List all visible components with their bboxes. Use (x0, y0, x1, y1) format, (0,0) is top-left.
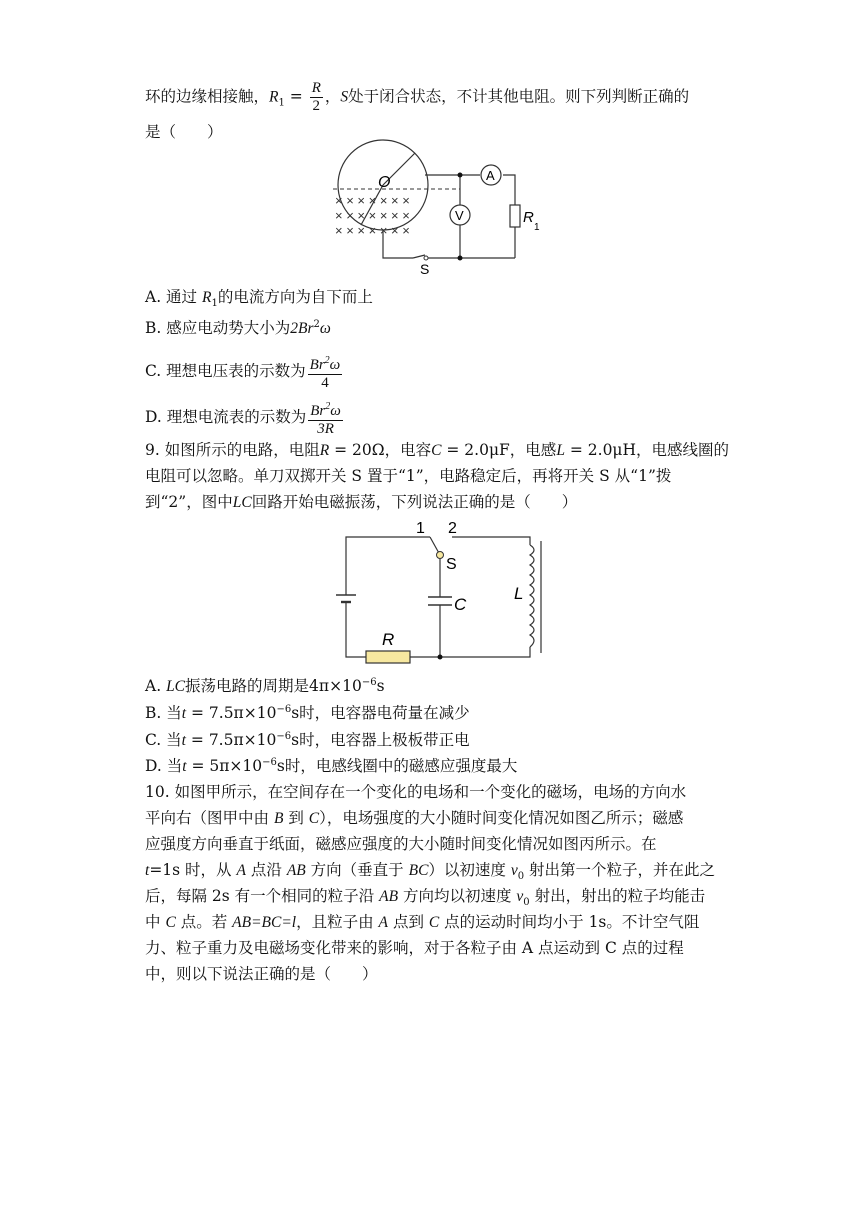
q9-stem-line3 (145, 492, 577, 513)
t-symbol: t (145, 862, 150, 879)
segment-bc: BC (408, 862, 429, 879)
value: = 2.0μF (441, 441, 510, 459)
point-c: C (428, 914, 440, 931)
unit: s (291, 704, 300, 723)
exponent: −6 (276, 731, 292, 742)
option-text: 时，电容器上极板带正电 (299, 731, 470, 750)
exponent: −6 (361, 677, 377, 688)
text: 射出第一个粒子，并在此之 (524, 861, 716, 879)
r-symbol: R (319, 442, 330, 459)
wire-left-bottom (346, 602, 366, 657)
fig-label-1: 1 (416, 520, 425, 537)
q9-lc-circuit-figure (330, 515, 550, 665)
text: ，且粒子由 (296, 913, 379, 931)
t-symbol: t (181, 732, 186, 750)
t-symbol: t (181, 705, 187, 723)
r1-subscript: 1 (278, 97, 285, 109)
current-fraction (308, 398, 343, 438)
q8-option-d[interactable] (145, 398, 345, 438)
superscript: 2 (313, 319, 320, 330)
option-label: A. 通过 (145, 288, 202, 306)
text: 到“2”，图中 (145, 493, 233, 511)
text: ，电容 (384, 441, 432, 459)
q9-stem-line1 (145, 440, 729, 461)
q10-stem-line1: 10. 如图甲所示，在空间存在一个变化的电场和一个变化的磁场，电场的方向水 (145, 783, 687, 801)
option-text: 振荡电路的周期是 (185, 677, 310, 696)
option-label: A. (145, 677, 167, 696)
option-text: C. 理想电压表的示数为 (145, 362, 306, 380)
ammeter-label: A (486, 168, 495, 183)
equals-sign: = (284, 87, 308, 106)
text: ，电感 (509, 441, 557, 459)
q8-option-c[interactable] (145, 352, 344, 392)
q8-stem-line1 (145, 80, 689, 115)
q10-stem-line5 (145, 886, 705, 913)
junction-dot (458, 256, 463, 261)
q8-option-b[interactable] (145, 315, 331, 339)
fig-label-o: O (378, 174, 391, 191)
point-c: C (308, 810, 320, 827)
fraction-denominator: 2 (312, 98, 321, 114)
fraction-denominator: 4 (321, 375, 329, 391)
t-symbol: t (182, 758, 187, 776)
inductor-coil (530, 545, 534, 647)
text: 方向均以初速度 (398, 887, 517, 905)
omega-symbol: ω (319, 320, 331, 338)
text: ），电场强度的大小随时间变化情况如图乙所示；磁感 (319, 809, 684, 827)
wire-right-top (452, 537, 530, 545)
junction-dot (458, 173, 463, 178)
text: 点的运动时间均小于 1s。不计空气阻 (439, 913, 700, 931)
exponent: −6 (276, 704, 292, 715)
point-a: A (236, 862, 246, 879)
wire-left-top (346, 537, 430, 595)
subscript: 0 (517, 871, 525, 883)
text: 9. 如图所示的电路，电阻 (145, 441, 320, 459)
q10-stem-line2 (145, 808, 683, 829)
text: 到 (283, 809, 309, 827)
period-value: 4π×10 (309, 677, 362, 696)
q9-option-d[interactable] (145, 753, 517, 777)
v-symbol: v (510, 862, 518, 879)
time-value: = 7.5π×10 (185, 731, 277, 750)
r1-symbol: R (201, 289, 212, 306)
fraction-numerator: R (311, 80, 321, 96)
q10-stem-line6 (145, 912, 699, 933)
r-over-2-fraction (310, 80, 323, 115)
fig-label-l: L (514, 584, 524, 603)
voltmeter-label: V (455, 208, 464, 223)
voltage-fraction (308, 352, 343, 392)
q10-stem-line7: 力、粒子重力及电磁场变化带来的影响，对于各粒子由 A 点运动到 C 点的过程 (145, 939, 684, 957)
segment-ab: AB (379, 888, 399, 905)
equation: AB=BC=l (232, 914, 297, 931)
text: 方向（垂直于 (305, 861, 409, 879)
lc-symbol: LC (166, 678, 186, 696)
fig-label-s: S (420, 261, 430, 277)
option-text: D. 理想电流表的示数为 (145, 408, 307, 426)
junction-dot (438, 655, 443, 660)
text: 回路开始电磁振荡，下列说法正确的是（ ） (251, 493, 578, 511)
segment-ab: AB (286, 862, 306, 879)
text: 中 (145, 913, 166, 931)
fraction-denominator: 3R (317, 421, 334, 437)
text: 平向右（图甲中由 (145, 809, 274, 827)
emf-expression: 2Br (290, 320, 314, 338)
svg-text:× × × × × × ×: × × × × × × × (335, 223, 410, 238)
text: 后，每隔 2s 有一个相同的粒子沿 (145, 887, 380, 905)
fig-label-c: C (454, 595, 467, 614)
q8-stem-text-2: 处于闭合状态，不计其他电阻。则下列判断正确的 (348, 87, 690, 106)
wire-right (503, 175, 515, 205)
option-label: C. 当 (145, 731, 182, 750)
q9-option-b[interactable] (145, 700, 470, 724)
q8-stem-text: 环的边缘相接触， (145, 87, 270, 106)
option-label: B. 当 (145, 704, 182, 723)
fig-label-r: R (382, 630, 395, 649)
resistor-r (366, 651, 410, 663)
lc-symbol: LC (232, 494, 252, 511)
fig-label-s: S (446, 556, 457, 573)
q8-option-a[interactable] (145, 287, 373, 314)
option-text: 时，电容器电荷量在减少 (299, 704, 470, 723)
c-symbol: C (431, 442, 442, 459)
option-text: B. 感应电动势大小为 (145, 319, 291, 338)
q9-option-c[interactable] (145, 727, 470, 751)
q9-option-a[interactable] (145, 673, 385, 697)
unit: s (276, 757, 285, 776)
subscript: 0 (523, 897, 530, 909)
text: ）以初速度 (428, 861, 511, 879)
time-value: = 7.5π×10 (186, 704, 277, 723)
text: ，电感线圈的 (636, 441, 730, 459)
text: 射出，射出的粒子均能击 (529, 887, 706, 905)
point-c: C (165, 914, 176, 931)
switch-pivot (437, 552, 444, 559)
switch-contact (424, 256, 428, 260)
switch-blade (413, 255, 425, 258)
v-symbol: v (516, 888, 524, 905)
option-text: 时，电感线圈中的磁感应强度最大 (284, 757, 518, 776)
q10-stem-line8: 中，则以下说法正确的是（ ） (145, 965, 378, 983)
resistor-r1 (510, 205, 520, 227)
value: = 2.0μH (564, 441, 637, 459)
option-text: 的电流方向为自下而上 (217, 288, 373, 306)
unit: s (291, 731, 300, 750)
fig-label-2: 2 (448, 520, 457, 537)
switch-symbol: S (340, 88, 349, 106)
svg-text:× × × × × × ×: × × × × × × × (335, 208, 410, 223)
r1-subscript: 1 (211, 298, 218, 310)
svg-text:× × × × × × ×: × × × × × × × (335, 193, 410, 208)
fig-label-r1: R (523, 209, 534, 226)
wire-bottom (410, 647, 530, 657)
time-value: = 5π×10 (186, 757, 263, 776)
fraction-numerator: Br$^2$ω (308, 352, 343, 375)
text: 点到 (388, 913, 429, 931)
q10-stem-line4 (145, 860, 715, 887)
text: 点。若 (175, 913, 233, 931)
exponent: −6 (262, 757, 277, 768)
magnetic-field-crosses (335, 193, 410, 238)
comma: ， (324, 87, 341, 106)
r1-symbol: R (269, 88, 279, 106)
point-a: A (378, 914, 389, 931)
fraction-numerator: Br$^2$ω (308, 398, 343, 421)
q8-stem-line2: 是（ ） (145, 123, 223, 141)
q8-circuit-figure (325, 145, 534, 277)
point-b: B (273, 810, 284, 827)
text: 点沿 (245, 861, 287, 879)
r1-subscript-fig (534, 220, 546, 232)
option-label: D. 当 (145, 757, 183, 776)
text: =1s 时，从 (149, 861, 237, 879)
l-symbol: L (556, 442, 565, 459)
svg-text:1: 1 (534, 222, 540, 233)
q9-stem-line2: 电阻可以忽略。单刀双掷开关 S 置于“1”，电路稳定后，再将开关 S 从“1”拨 (145, 467, 672, 485)
value: = 20Ω (329, 441, 385, 459)
unit: s (376, 677, 385, 696)
q10-stem-line3: 应强度方向垂直于纸面，磁感应强度的大小随时间变化情况如图丙所示。在 (145, 835, 657, 853)
